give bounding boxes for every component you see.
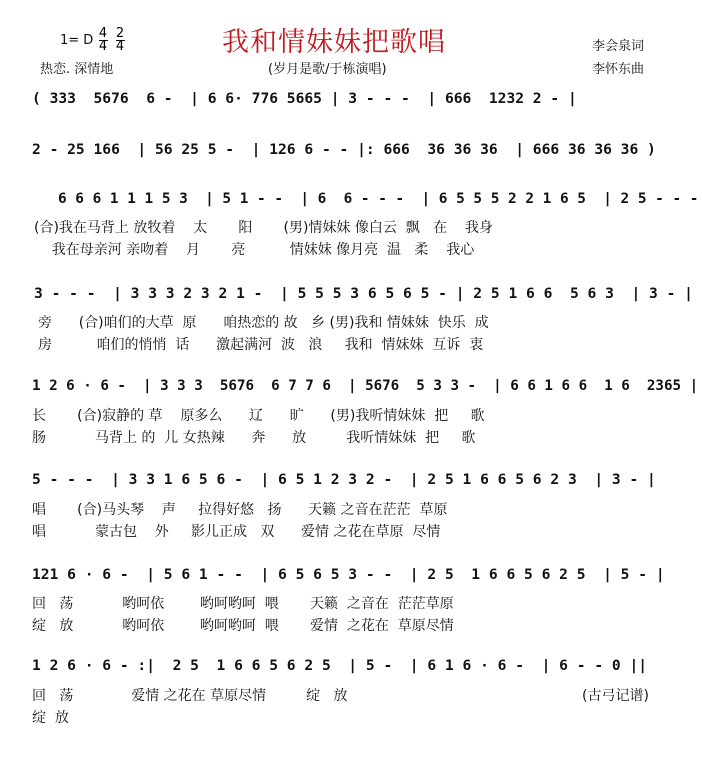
notation-row-2: 2 - 25 166 | 56 25 5 - | 126 6 - - |: 666 36 36 36 | 666 36 36 36 ) [32, 141, 656, 158]
notation-credit: (古弓记谱) [582, 688, 649, 704]
notation-row-1: ( 333 5676 6 - | 6 6· 776 5665 | 3 - - - | 666 1232 2 - | [32, 90, 577, 107]
lyricist: 李会泉词 [592, 39, 645, 54]
composer: 李怀东曲 [592, 62, 645, 77]
lyric-row-3-verse-1: (合)我在马背上 放牧着 太 阳 (男)情妹妹 像白云 飘 在 我身 [34, 220, 493, 236]
notation-row-3: 6 6 6 1 1 1 5 3 | 5 1 - - | 6 6 - - - | 6 5 5 5 2 2 1 6 5 | 2 5 - - - [58, 190, 699, 207]
lyric-row-7-verse-1: 回 荡 哟呵依 哟呵哟呵 喂 天籁 之音在 茫茫草原 [32, 596, 454, 612]
key-signature: 1= D [60, 33, 94, 48]
time-signature-4-4: 4 4 [98, 26, 108, 54]
time-signature-2-4: 2 4 [115, 26, 125, 54]
lyric-row-3-verse-2: 我在母亲河 亲吻着 月 亮 情妹妹 像月亮 温 柔 我心 [34, 242, 475, 258]
lyric-row-6-verse-2: 唱 蒙古包 外 影儿正成 双 爱情 之花在草原 尽情 [32, 524, 441, 540]
lyric-row-5-verse-2: 肠 马背上 的 儿 女热辣 奔 放 我听情妹妹 把 歌 [32, 430, 476, 446]
notation-row-8: 1 2 6 · 6 - :| 2 5 1 6 6 5 6 2 5 | 5 - | 6 1 6 · 6 - | 6 - - 0 || [32, 657, 648, 674]
lyric-row-5-verse-1: 长 (合)寂静的 草 原多么 辽 旷 (男)我听情妹妹 把 歌 [32, 408, 485, 424]
lyric-row-8-verse-1: 回 荡 爱情 之花在 草原尽情 绽 放 [32, 688, 348, 704]
notation-row-7: 121 6 · 6 - | 5 6 1 - - | 6 5 6 5 3 - - | 2 5 1 6 6 5 6 2 5 | 5 - | [32, 566, 665, 583]
lyric-row-4-verse-1: 旁 (合)咱们的大草 原 咱热恋的 故 乡 (男)我和 情妹妹 快乐 成 [38, 315, 489, 331]
song-title: 我和情妹妹把歌唱 [222, 27, 446, 58]
lyric-row-4-verse-2: 房 咱们的悄悄 话 激起满河 波 浪 我和 情妹妹 互诉 衷 [38, 337, 484, 353]
lyric-row-8-verse-2: 绽 放 [32, 710, 69, 726]
notation-row-6: 5 - - - | 3 3 1 6 5 6 - | 6 5 1 2 3 2 - | 2 5 1 6 6 5 6 2 3 | 3 - | [32, 471, 656, 488]
notation-row-5: 1 2 6 · 6 - | 3 3 3 5676 6 7 7 6 | 5676 5 3 3 - | 6 6 1 6 6 1 6 2365 | [32, 377, 699, 394]
lyric-row-7-verse-2: 绽 放 哟呵依 哟呵哟呵 喂 爱情 之花在 草原尽情 [32, 618, 454, 634]
lyric-row-6-verse-1: 唱 (合)马头琴 声 拉得好悠 扬 天籁 之音在茫茫 草原 [32, 502, 448, 518]
tempo-mood: 热恋. 深情地 [40, 62, 114, 77]
notation-row-4: 3 - - - | 3 3 3 2 3 2 1 - | 5 5 5 3 6 5 6 5 - | 2 5 1 6 6 5 6 3 | 3 - | [34, 285, 693, 302]
subtitle: (岁月是歌/于栋演唱) [268, 62, 387, 77]
